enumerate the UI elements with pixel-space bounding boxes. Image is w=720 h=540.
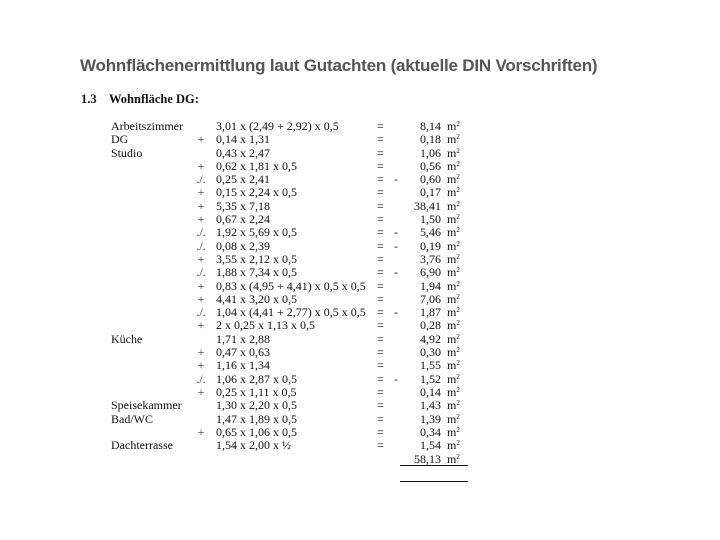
area-value: 6,90 <box>420 265 441 280</box>
unit-square-meters <box>447 439 460 452</box>
equals-sign: = <box>377 384 384 399</box>
unit-exponent: 2 <box>456 399 460 408</box>
table-row <box>0 386 720 399</box>
formula: 0,25 x 1,11 x 0,5 <box>216 384 297 399</box>
unit-base: m <box>447 411 457 426</box>
unit-square-meters <box>447 253 460 266</box>
equals-sign: = <box>377 198 384 213</box>
negative-sign: - <box>394 371 398 386</box>
operator: ./. <box>196 225 206 240</box>
equals-sign: = <box>377 185 384 200</box>
unit-exponent: 2 <box>456 453 460 462</box>
area-value: 0,30 <box>420 345 441 360</box>
unit-square-meters <box>447 306 460 319</box>
unit-base: m <box>447 251 457 266</box>
area-value: 1,52 <box>420 371 441 386</box>
table-row <box>0 186 720 199</box>
operator: + <box>197 291 205 306</box>
area-value: 0,14 <box>420 384 441 399</box>
operator: + <box>197 198 205 213</box>
unit-square-meters <box>447 173 460 186</box>
unit-exponent: 2 <box>456 186 460 195</box>
room-label: Dachterrasse <box>111 438 173 453</box>
equals-sign: = <box>377 119 384 133</box>
area-value: 3,76 <box>420 251 441 266</box>
total-value: 58,13 <box>414 452 441 467</box>
unit-base: m <box>447 172 457 187</box>
unit-base: m <box>447 132 457 147</box>
unit-exponent: 2 <box>456 359 460 368</box>
formula: 1,54 x 2,00 x ½ <box>216 438 291 453</box>
unit-base: m <box>447 371 457 386</box>
operator: + <box>197 185 205 200</box>
table-row <box>0 253 720 266</box>
area-value: 5,46 <box>420 225 441 240</box>
unit-exponent: 2 <box>456 199 460 208</box>
unit-exponent: 2 <box>456 146 460 155</box>
table-row <box>0 120 720 133</box>
formula: 3,55 x 2,12 x 0,5 <box>216 251 297 266</box>
area-value: 1,54 <box>420 438 441 453</box>
unit-square-meters <box>447 213 460 226</box>
unit-base: m <box>447 119 457 133</box>
unit-square-meters <box>447 346 460 359</box>
formula: 5,35 x 7,18 <box>216 198 270 213</box>
unit-square-meters <box>447 293 460 306</box>
area-value: 0,19 <box>420 238 441 253</box>
table-row <box>0 200 720 213</box>
unit-exponent: 2 <box>456 306 460 315</box>
unit-base: m <box>447 238 457 253</box>
operator: ./. <box>196 172 206 187</box>
area-value: 1,06 <box>420 145 441 160</box>
area-value: 0,60 <box>420 172 441 187</box>
operator: + <box>197 278 205 293</box>
unit-square-meters <box>447 186 460 199</box>
operator: ./. <box>196 265 206 280</box>
unit-square-meters <box>447 226 460 239</box>
unit-exponent: 2 <box>456 226 460 235</box>
unit-exponent: 2 <box>456 173 460 182</box>
formula: 0,15 x 2,24 x 0,5 <box>216 185 297 200</box>
formula: 1,88 x 7,34 x 0,5 <box>216 265 297 280</box>
unit-square-meters <box>447 280 460 293</box>
unit-exponent: 2 <box>456 159 460 168</box>
area-value: 1,43 <box>420 398 441 413</box>
unit-base: m <box>447 158 457 173</box>
equals-sign: = <box>377 291 384 306</box>
operator: + <box>197 251 205 266</box>
equals-sign: = <box>377 158 384 173</box>
area-value: 0,34 <box>420 424 441 439</box>
equals-sign: = <box>377 424 384 439</box>
total-double-underline <box>400 481 468 482</box>
formula: 1,47 x 1,89 x 0,5 <box>216 411 297 426</box>
table-row <box>0 333 720 346</box>
equals-sign: = <box>377 438 384 453</box>
sum-line <box>400 465 468 466</box>
unit-square-meters <box>447 160 460 173</box>
formula: 0,62 x 1,81 x 0,5 <box>216 158 297 173</box>
equals-sign: = <box>377 318 384 333</box>
table-row <box>0 293 720 306</box>
negative-sign: - <box>394 238 398 253</box>
equals-sign: = <box>377 265 384 280</box>
area-value: 4,92 <box>420 331 441 346</box>
section-number: 1.3 <box>81 92 97 106</box>
operator: + <box>197 358 205 373</box>
table-row <box>0 399 720 412</box>
operator: + <box>197 384 205 399</box>
unit-base: m <box>447 278 457 293</box>
unit-square-meters <box>447 359 460 372</box>
table-row <box>0 280 720 293</box>
unit-base: m <box>447 452 457 467</box>
area-calculation-table <box>0 120 720 467</box>
table-row <box>0 439 720 452</box>
negative-sign: - <box>394 265 398 280</box>
unit-square-meters <box>447 120 460 133</box>
formula: 0,08 x 2,39 <box>216 238 270 253</box>
room-label: Speisekammer <box>111 398 182 413</box>
formula: 0,14 x 1,31 <box>216 132 270 147</box>
unit-square-meters <box>447 200 460 213</box>
table-row <box>0 160 720 173</box>
area-value: 0,56 <box>420 158 441 173</box>
unit-base: m <box>447 291 457 306</box>
area-value: 8,14 <box>420 119 441 133</box>
unit-square-meters <box>447 399 460 412</box>
operator: + <box>197 132 205 147</box>
area-value: 38,41 <box>414 198 441 213</box>
table-row <box>0 266 720 279</box>
unit-exponent: 2 <box>456 425 460 434</box>
formula: 1,92 x 5,69 x 0,5 <box>216 225 297 240</box>
unit-base: m <box>447 198 457 213</box>
unit-square-meters <box>447 240 460 253</box>
formula: 0,67 x 2,24 <box>216 212 270 227</box>
unit-exponent: 2 <box>456 412 460 421</box>
operator: + <box>197 212 205 227</box>
negative-sign: - <box>394 305 398 320</box>
formula: 0,65 x 1,06 x 0,5 <box>216 424 297 439</box>
equals-sign: = <box>377 251 384 266</box>
unit-square-meters <box>447 319 460 332</box>
equals-sign: = <box>377 172 384 187</box>
table-row <box>0 346 720 359</box>
table-row <box>0 133 720 146</box>
formula: 1,04 x (4,41 + 2,77) x 0,5 x 0,5 <box>216 305 366 320</box>
unit-exponent: 2 <box>456 346 460 355</box>
equals-sign: = <box>377 398 384 413</box>
table-row <box>0 213 720 226</box>
operator: + <box>197 158 205 173</box>
unit-exponent: 2 <box>456 120 460 128</box>
unit-base: m <box>447 225 457 240</box>
formula: 2 x 0,25 x 1,13 x 0,5 <box>216 318 315 333</box>
unit-square-meters <box>447 426 460 439</box>
table-row <box>0 426 720 439</box>
formula: 1,71 x 2,88 <box>216 331 270 346</box>
equals-sign: = <box>377 411 384 426</box>
negative-sign: - <box>394 225 398 240</box>
unit-base: m <box>447 265 457 280</box>
area-value: 1,87 <box>420 305 441 320</box>
table-row <box>0 306 720 319</box>
formula: 0,47 x 0,63 <box>216 345 270 360</box>
room-label: Küche <box>111 331 143 346</box>
table-row <box>0 226 720 239</box>
table-row <box>0 359 720 372</box>
area-value: 1,50 <box>420 212 441 227</box>
unit-square-meters <box>447 373 460 386</box>
formula: 1,16 x 1,34 <box>216 358 270 373</box>
equals-sign: = <box>377 132 384 147</box>
unit-square-meters <box>447 147 460 160</box>
unit-square-meters <box>447 333 460 346</box>
operator: + <box>197 345 205 360</box>
table-row <box>0 413 720 426</box>
area-value: 0,18 <box>420 132 441 147</box>
operator: + <box>197 424 205 439</box>
unit-square-meters <box>447 386 460 399</box>
formula: 0,43 x 2,47 <box>216 145 270 160</box>
equals-sign: = <box>377 278 384 293</box>
unit-square-meters <box>447 133 460 146</box>
area-value: 0,28 <box>420 318 441 333</box>
unit-exponent: 2 <box>456 239 460 248</box>
unit-exponent: 2 <box>456 266 460 275</box>
unit-exponent: 2 <box>456 252 460 261</box>
area-value: 1,55 <box>420 358 441 373</box>
area-value: 1,94 <box>420 278 441 293</box>
unit-square-meters <box>447 413 460 426</box>
unit-exponent: 2 <box>456 332 460 341</box>
unit-exponent: 2 <box>456 319 460 328</box>
unit-exponent: 2 <box>456 133 460 142</box>
table-row <box>0 147 720 160</box>
equals-sign: = <box>377 331 384 346</box>
unit-exponent: 2 <box>456 439 460 448</box>
unit-base: m <box>447 305 457 320</box>
formula: 1,30 x 2,20 x 0,5 <box>216 398 297 413</box>
unit-exponent: 2 <box>456 372 460 381</box>
area-value: 1,39 <box>420 411 441 426</box>
operator: ./. <box>196 371 206 386</box>
area-value: 7,06 <box>420 291 441 306</box>
unit-base: m <box>447 331 457 346</box>
room-label: DG <box>111 132 129 147</box>
total-row <box>0 453 720 466</box>
table-row <box>0 319 720 332</box>
equals-sign: = <box>377 212 384 227</box>
unit-exponent: 2 <box>456 292 460 301</box>
equals-sign: = <box>377 145 384 160</box>
equals-sign: = <box>377 345 384 360</box>
formula: 1,06 x 2,87 x 0,5 <box>216 371 297 386</box>
document-title: Wohnflächenermittlung laut Gutachten (aktuelle DIN Vorschriften) <box>80 56 598 75</box>
negative-sign: - <box>394 172 398 187</box>
operator: ./. <box>196 305 206 320</box>
unit-base: m <box>447 398 457 413</box>
formula: 3,01 x (2,49 + 2,92) x 0,5 <box>216 119 339 133</box>
area-value: 0,17 <box>420 185 441 200</box>
unit-exponent: 2 <box>456 385 460 394</box>
equals-sign: = <box>377 238 384 253</box>
unit-base: m <box>447 424 457 439</box>
unit-base: m <box>447 438 457 453</box>
formula: 0,83 x (4,95 + 4,41) x 0,5 x 0,5 <box>216 278 366 293</box>
table-row <box>0 173 720 186</box>
section-heading <box>81 92 199 107</box>
unit-base: m <box>447 212 457 227</box>
unit-base: m <box>447 318 457 333</box>
room-label: Studio <box>111 145 143 160</box>
equals-sign: = <box>377 225 384 240</box>
unit-base: m <box>447 345 457 360</box>
unit-base: m <box>447 185 457 200</box>
unit-base: m <box>447 384 457 399</box>
equals-sign: = <box>377 371 384 386</box>
formula: 0,25 x 2,41 <box>216 172 270 187</box>
room-label: Bad/WC <box>111 411 153 426</box>
unit-square-meters <box>447 266 460 279</box>
unit-base: m <box>447 358 457 373</box>
table-row <box>0 240 720 253</box>
table-row <box>0 373 720 386</box>
operator: + <box>197 318 205 333</box>
equals-sign: = <box>377 358 384 373</box>
equals-sign: = <box>377 305 384 320</box>
section-title: Wohnfläche DG: <box>109 92 199 106</box>
unit-exponent: 2 <box>456 213 460 222</box>
operator: ./. <box>196 238 206 253</box>
room-label: Arbeitszimmer <box>111 119 183 133</box>
unit-base: m <box>447 145 457 160</box>
unit-exponent: 2 <box>456 279 460 288</box>
formula: 4,41 x 3,20 x 0,5 <box>216 291 297 306</box>
